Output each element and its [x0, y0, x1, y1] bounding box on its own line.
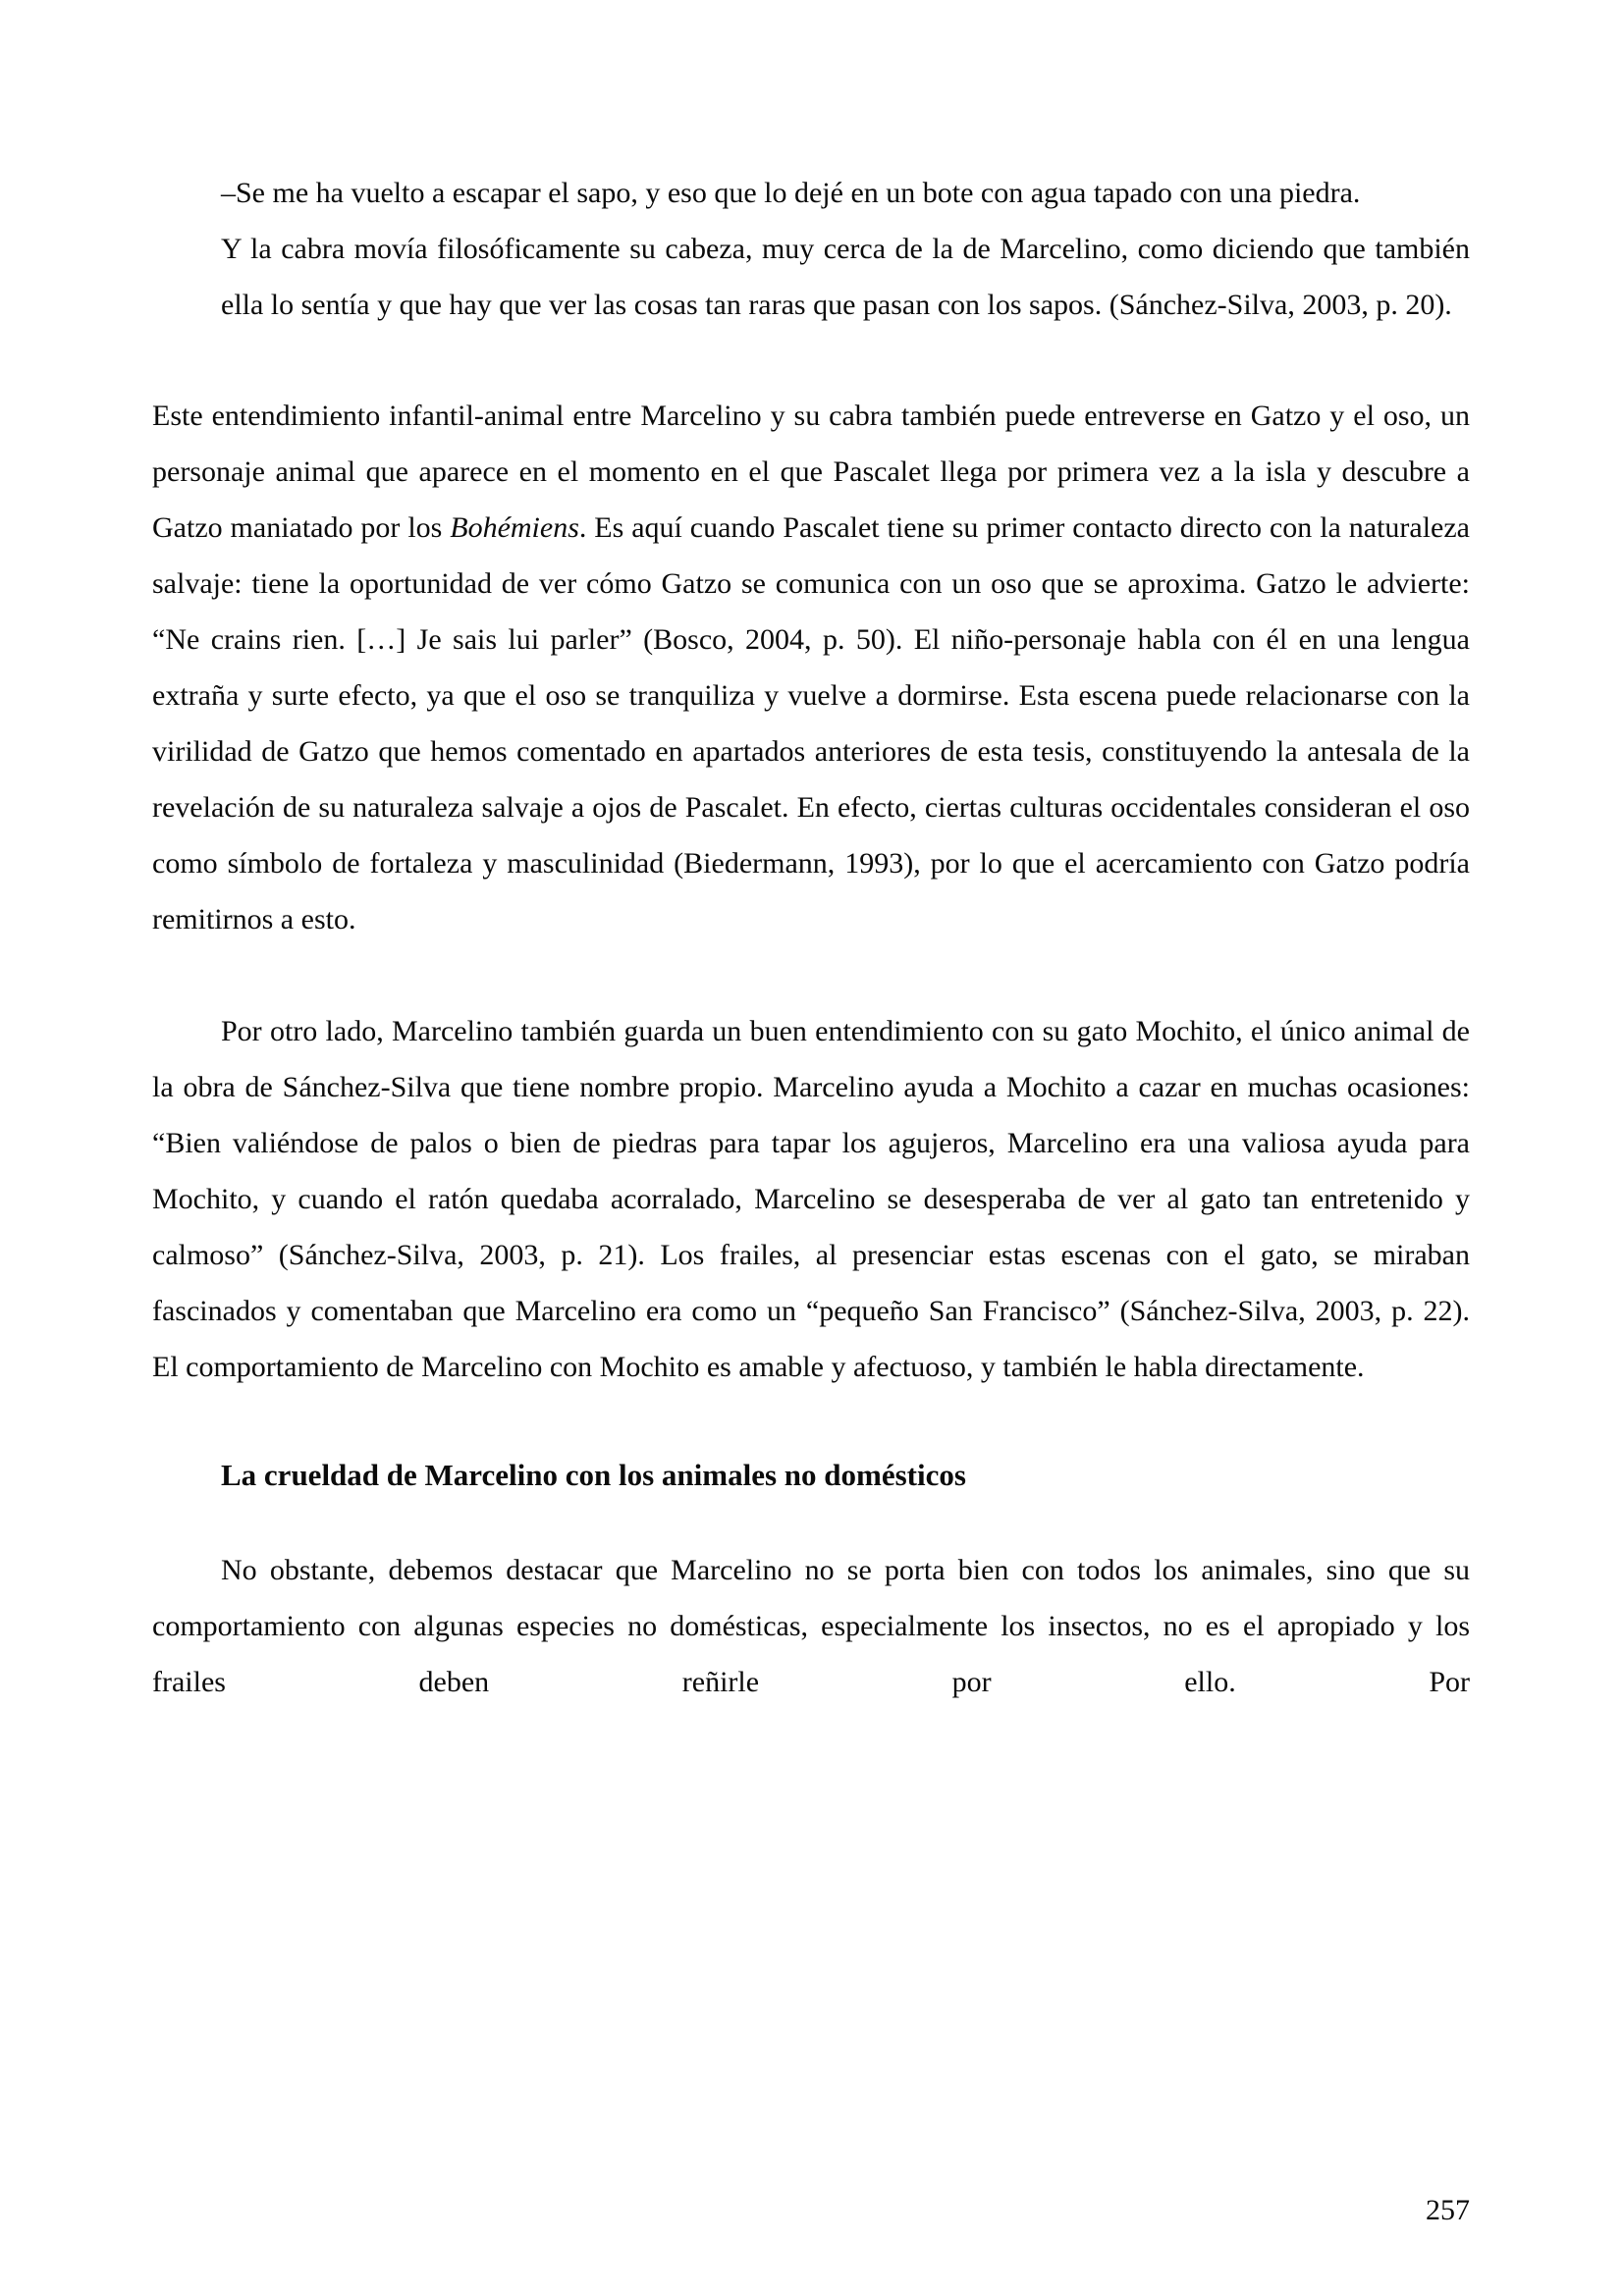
paragraph-text-before-italic: Este entendimiento infantil-animal entre Marcelino y su cabra también puede entreverse en Gatzo y el oso, un personaje animal que aparece en el momento en el que Pascalet llega por primera vez a la isla y descubre a Gatzo maniatado por los [152, 400, 1470, 544]
paragraph-cruelty-intro: No obstante, debemos destacar que Marcelino no se porta bien con todos los animales, sino que su comportamiento con algunas especies no domésticas, especialmente los insectos, no es el apropiado y los frailes deben reñirle por ello. Por [152, 1554, 1470, 1698]
page-number: 257 [1426, 2194, 1470, 2226]
italic-term-bohemiens: Bohémiens [450, 511, 579, 544]
block-quote [152, 165, 1470, 333]
paragraph-text-after-italic: . Es aquí cuando Pascalet tiene su primer contacto directo con la naturaleza salvaje: tiene la oportunidad de ver cómo Gatzo se comunica con un oso que se aproxima. Gatzo le advierte: “Ne crains rien. […] Je sais lui parler” (Bosco, 2004, p. 50). El niño-personaje habla con él en una lengua extraña y surte efecto, ya que el oso se tranquiliza y vuelve a dormirse. Esta escena puede relacionarse con la virilidad de Gatzo que hemos comentado en apartados anteriores de esta tesis, constituyendo la antesala de la revelación de su naturaleza salvaje a ojos de Pascalet. En efecto, ciertas culturas occidentales consideran el oso como símbolo de fortaleza y masculinidad (Biedermann, 1993), por lo que el acercamiento con Gatzo podría remitirnos a esto. [152, 511, 1470, 935]
section-heading-crueldad: La crueldad de Marcelino con los animales no domésticos [221, 1458, 966, 1492]
paragraph-mochito: Por otro lado, Marcelino también guarda un buen entendimiento con su gato Mochito, el único animal de la obra de Sánchez-Silva que tiene nombre propio. Marcelino ayuda a Mochito a cazar en muchas ocasiones: “Bien valiéndose de palos o bien de piedras para tapar los agujeros, Marcelino era una valiosa ayuda para Mochito, y cuando el ratón quedaba acorralado, Marcelino se desesperaba de ver al gato tan entretenido y calmoso” (Sánchez-Silva, 2003, p. 21). Los frailes, al presenciar estas escenas con el gato, se miraban fascinados y comentaban que Marcelino era como un “pequeño San Francisco” (Sánchez-Silva, 2003, p. 22). El comportamiento de Marcelino con Mochito es amable y afectuoso, y también le habla directamente. [152, 1015, 1470, 1383]
quote-paragraph-2: Y la cabra movía filosóficamente su cabeza, muy cerca de la de Marcelino, como diciendo que también ella lo sentía y que hay que ver las cosas tan raras que pasan con los sapos. (Sánchez-Silva, 2003, p. 20). [221, 233, 1470, 321]
quote-paragraph-1: –Se me ha vuelto a escapar el sapo, y eso que lo dejé en un bote con agua tapado con una piedra. [221, 177, 1361, 209]
paragraph-gatzo-bear [152, 388, 1470, 947]
